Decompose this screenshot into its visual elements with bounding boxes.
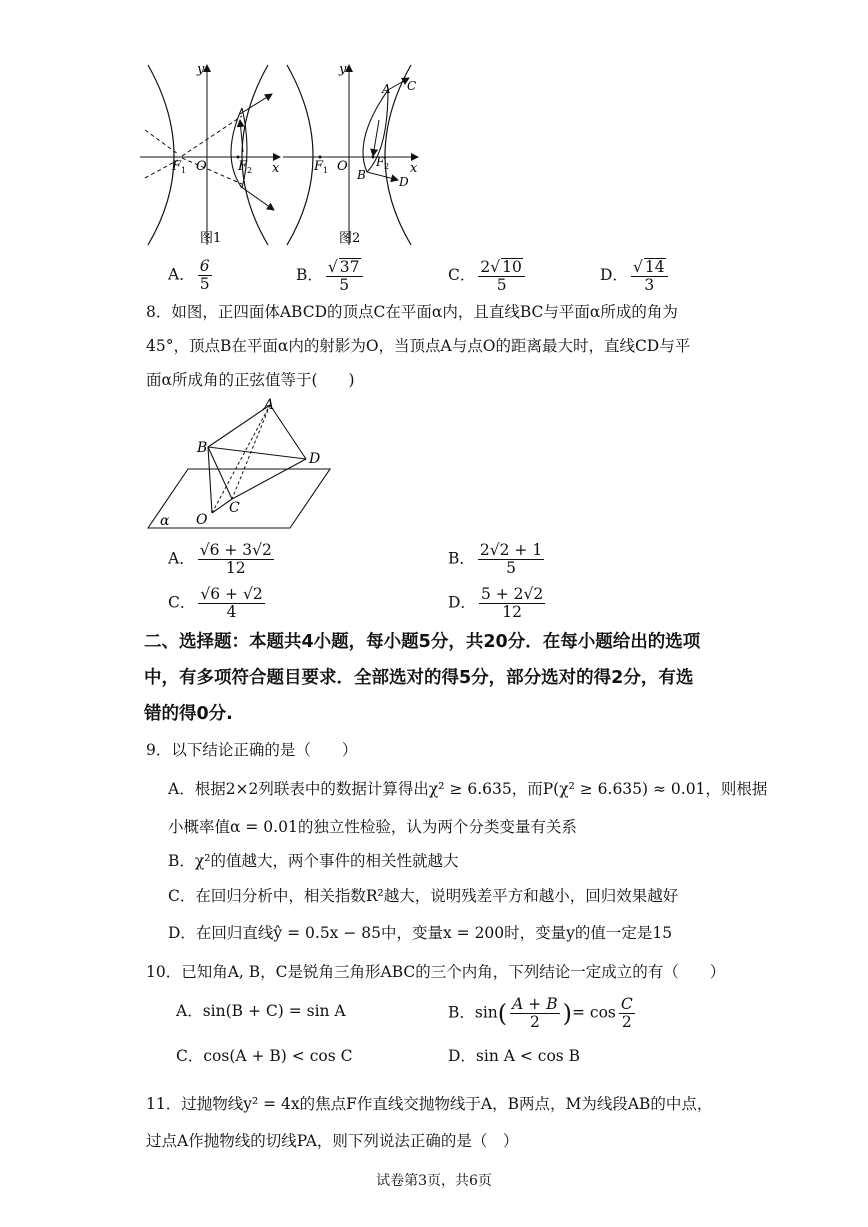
q8-option-c[interactable] xyxy=(168,586,268,621)
tetra-d-label: D xyxy=(309,451,321,467)
q8-c-numerator: √6 + √2 xyxy=(200,585,263,603)
q8-d-numerator: 5 + 2√2 xyxy=(480,585,544,603)
q10-option-a[interactable]: A．sin(B + C) = sin A xyxy=(176,1002,346,1020)
section-2-heading-line-2: 中，有多项符合题目要求．全部选对的得5分，部分选对的得2分，有选 xyxy=(144,668,694,688)
tetra-o-label: O xyxy=(196,512,208,528)
q7-option-b-letter: B． xyxy=(296,266,323,284)
q8-option-c-letter: C． xyxy=(168,593,196,612)
tetra-a-label: A xyxy=(264,397,275,413)
fig2-x-label: x xyxy=(410,161,418,176)
q10-b-prefix: B．sin xyxy=(448,1003,498,1022)
q9-option-a-line-1[interactable]: A．根据2×2列联表中的数据计算得出χ² ≥ 6.635，而P(χ² ≥ 6.635) ≈ 0.01，则根据 xyxy=(168,780,768,798)
page-footer: 试卷第3页，共6页 xyxy=(376,1173,492,1189)
q8-b-numerator: 2√2 + 1 xyxy=(479,541,543,559)
fig2-y-label: y xyxy=(339,62,347,77)
q10-b-middle: = cos xyxy=(571,1003,616,1022)
q8-b-denominator: 5 xyxy=(506,559,516,577)
q10-option-b[interactable]: B．sin( $\frac{A + B}{2}$ )= cos $\frac{C}{2}$ xyxy=(448,995,633,1031)
q10-b-denominator-2: 2 xyxy=(621,1013,632,1031)
fig2-b-label: B xyxy=(357,168,366,182)
fig1-f1-sub: 1 xyxy=(181,166,187,175)
q9-option-b[interactable]: B．χ²的值越大，两个事件的相关性就越大 xyxy=(168,852,459,870)
fig2-f2-sub: 2 xyxy=(384,162,390,171)
q11-stem-line-1: 11．过抛物线y² = 4x的焦点F作直线交抛物线于A，B两点，M为线段AB的中点， xyxy=(146,1095,713,1113)
q7-c-coefficient: 2 xyxy=(480,258,491,276)
q10-b-denominator: 2 xyxy=(529,1013,540,1031)
fig1-f2-sub: 2 xyxy=(247,166,253,175)
q8-stem-line-2: 45°，顶点B在平面α内的射影为O，当顶点A与点O的距离最大时，直线CD与平 xyxy=(146,337,691,355)
q7-a-numerator: 6 xyxy=(199,257,210,275)
fig1-y-label: y xyxy=(197,62,205,77)
q8-option-b[interactable] xyxy=(448,542,547,577)
q8-option-a-letter: A． xyxy=(168,549,195,568)
q7-c-radicand: 10 xyxy=(502,258,522,276)
q7-a-denominator: 5 xyxy=(199,275,210,293)
q7-option-d-letter: D． xyxy=(600,266,628,284)
q8-a-numerator: √6 + 3√2 xyxy=(199,541,272,559)
q9-option-d[interactable]: D．在回归直线ŷ = 0.5x − 85中，变量x = 200时，变量y的值一定是15 xyxy=(168,924,673,942)
q7-b-radicand: 37 xyxy=(339,258,360,276)
fig2-d-label: D xyxy=(399,175,409,189)
q10-option-d[interactable]: D．sin A < cos B xyxy=(448,1047,581,1065)
section-2-heading-line-1: 二、选择题：本题共4小题，每小题5分，共20分．在每小题给出的选项 xyxy=(144,632,701,652)
fig2-c-label: C xyxy=(407,79,417,93)
fig2-f1-label: F xyxy=(314,159,324,174)
tetra-b-label: B xyxy=(197,440,208,456)
q8-stem-line-3: 面α所成角的正弦值等于( ) xyxy=(146,371,355,389)
q7-option-c[interactable]: C． $\frac{2√ 10}{5}$ xyxy=(448,258,528,294)
q7-c-denominator: 5 xyxy=(496,276,507,294)
q7-option-a-letter: A． xyxy=(168,265,195,284)
hyperbola-figure-2 xyxy=(283,60,423,250)
q7-option-b[interactable]: B． $\frac{√ 37}{5}$ xyxy=(296,258,366,294)
q8-option-a[interactable] xyxy=(168,542,277,577)
fig1-caption: 图1 xyxy=(200,231,222,246)
q10-b-numerator: A + B xyxy=(512,995,558,1013)
q7-d-radicand: 14 xyxy=(644,258,665,276)
fig1-x-label: x xyxy=(272,161,280,176)
q7-option-a[interactable] xyxy=(168,258,215,293)
tetrahedron-figure xyxy=(140,395,340,535)
fig2-origin-label: O xyxy=(337,159,348,174)
q7-b-denominator: 5 xyxy=(339,276,350,294)
fig1-f1-label: F xyxy=(172,159,182,174)
q9-stem: 9．以下结论正确的是（ ） xyxy=(146,741,358,759)
fig2-f2-label: F xyxy=(376,155,385,169)
plane-alpha-label: α xyxy=(160,513,170,529)
q9-option-c[interactable]: C．在回归分析中，相关指数R²越大，说明残差平方和越小，回归效果越好 xyxy=(168,887,679,905)
q7-option-d[interactable]: D． $\frac{√ 14}{3}$ xyxy=(600,258,671,294)
q7-d-denominator: 3 xyxy=(644,276,655,294)
q8-d-denominator: 12 xyxy=(502,603,522,621)
fig2-f1-sub: 1 xyxy=(323,166,329,175)
section-2-heading-line-3: 错的得0分. xyxy=(144,704,233,724)
q8-a-denominator: 12 xyxy=(225,559,246,577)
tetra-c-label: C xyxy=(229,500,240,516)
fig2-caption: 图2 xyxy=(339,231,361,246)
q7-option-c-letter: C． xyxy=(448,266,476,284)
q10-b-numerator-2: C xyxy=(620,995,633,1013)
hyperbola-figure-1 xyxy=(140,60,285,250)
q8-stem-line-1: 8．如图，正四面体ABCD的顶点C在平面α内，且直线BC与平面α所成的角为 xyxy=(146,303,678,321)
q8-option-d-letter: D． xyxy=(448,593,476,612)
fig1-origin-label: O xyxy=(196,159,207,174)
q8-option-b-letter: B． xyxy=(448,549,475,568)
q8-option-d[interactable] xyxy=(448,586,548,621)
fig1-f2-label: F xyxy=(238,159,248,174)
q8-c-denominator: 4 xyxy=(226,603,237,621)
fig2-a-label: A xyxy=(382,82,391,96)
q10-stem: 10．已知角A, B，C是锐角三角形ABC的三个内角，下列结论一定成立的有（ ） xyxy=(146,963,726,981)
q11-stem-line-2: 过点A作抛物线的切线PA，则下列说法正确的是（ ） xyxy=(146,1132,519,1150)
q10-option-c[interactable]: C．cos(A + B) < cos C xyxy=(176,1047,353,1065)
q9-option-a-line-2: 小概率值α = 0.01的独立性检验，认为两个分类变量有关系 xyxy=(168,818,577,836)
